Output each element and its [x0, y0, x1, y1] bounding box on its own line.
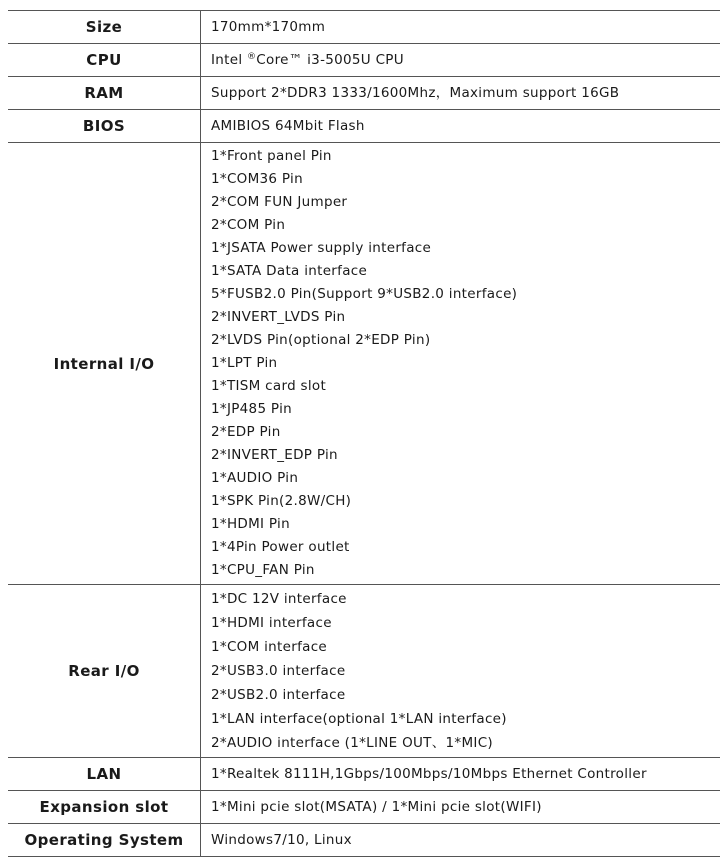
list-item: 2*INVERT_LVDS Pin — [211, 309, 346, 325]
list-item: 1*LAN interface(optional 1*LAN interface) — [211, 711, 507, 727]
list-item: 2*LVDS Pin(optional 2*EDP Pin) — [211, 332, 431, 348]
list-item: 1*COM interface — [211, 639, 328, 655]
spec-row-bios — [8, 110, 720, 143]
list-item: 1*JSATA Power supply interface — [211, 240, 432, 256]
list-item: 1*4Pin Power outlet — [211, 539, 350, 555]
cpu-brand: Intel — [211, 52, 243, 68]
spec-label: Rear I/O — [8, 585, 201, 758]
spec-row-size — [8, 11, 720, 44]
spec-label: Internal I/O — [8, 143, 201, 585]
spec-value — [201, 824, 721, 857]
list-item: 1*CPU_FAN Pin — [211, 562, 315, 578]
list-item: 5*FUSB2.0 Pin(Support 9*USB2.0 interface) — [211, 286, 518, 302]
spec-value-list — [201, 143, 721, 585]
spec-table — [8, 10, 720, 857]
list-item: 2*COM FUN Jumper — [211, 194, 348, 210]
list-item: 1*HDMI Pin — [211, 516, 290, 532]
spec-label: CPU — [8, 44, 201, 77]
spec-row-cpu — [8, 44, 720, 77]
spec-row-expansion — [8, 791, 720, 824]
list-item: 1*AUDIO Pin — [211, 470, 299, 486]
list-item: 1*LPT Pin — [211, 355, 278, 371]
cpu-model: Core™ i3-5005U CPU — [256, 52, 404, 68]
spec-label: Operating System — [8, 824, 201, 857]
list-item: 2*EDP Pin — [211, 424, 281, 440]
spec-value-text: 1*Mini pcie slot(MSATA) / 1*Mini pcie slot(WIFI) — [211, 799, 542, 815]
spec-label: LAN — [8, 758, 201, 791]
list-item: 1*COM36 Pin — [211, 171, 303, 187]
spec-value — [201, 110, 721, 143]
spec-value — [201, 791, 721, 824]
list-item: 1*DC 12V interface — [211, 591, 347, 607]
spec-label: Size — [8, 11, 201, 44]
spec-row-ram — [8, 77, 720, 110]
spec-label: Expansion slot — [8, 791, 201, 824]
spec-value-text: Windows7/10, Linux — [211, 832, 352, 848]
list-item: 2*USB2.0 interface — [211, 687, 346, 703]
list-item: 1*SPK Pin(2.8W/CH) — [211, 493, 352, 509]
spec-value-text: 1*Realtek 8111H,1Gbps/100Mbps/10Mbps Ethernet Controller — [211, 766, 647, 782]
spec-label: RAM — [8, 77, 201, 110]
spec-row-internal-io — [8, 143, 720, 585]
list-item: 2*AUDIO interface (1*LINE OUT、1*MIC) — [211, 735, 493, 751]
spec-row-lan — [8, 758, 720, 791]
spec-value-list — [201, 585, 721, 758]
list-item: 1*TISM card slot — [211, 378, 327, 394]
spec-value-text: 170mm*170mm — [211, 19, 326, 35]
spec-value-text: AMIBIOS 64Mbit Flash — [211, 118, 365, 134]
list-item: 2*USB3.0 interface — [211, 663, 346, 679]
registered-mark: ® — [246, 52, 257, 62]
spec-value — [201, 11, 721, 44]
list-item: 1*HDMI interface — [211, 615, 332, 631]
list-item: 1*JP485 Pin — [211, 401, 292, 417]
spec-value-text: Support 2*DDR3 1333/1600Mhz，Maximum support 16GB — [211, 85, 620, 101]
list-item: 2*INVERT_EDP Pin — [211, 447, 338, 463]
spec-row-rear-io — [8, 585, 720, 758]
spec-value — [201, 758, 721, 791]
list-item: 1*Front panel Pin — [211, 148, 332, 164]
spec-value — [201, 77, 721, 110]
spec-label: BIOS — [8, 110, 201, 143]
list-item: 2*COM Pin — [211, 217, 286, 233]
list-item: 1*SATA Data interface — [211, 263, 368, 279]
spec-row-os — [8, 824, 720, 857]
spec-value — [201, 44, 721, 77]
